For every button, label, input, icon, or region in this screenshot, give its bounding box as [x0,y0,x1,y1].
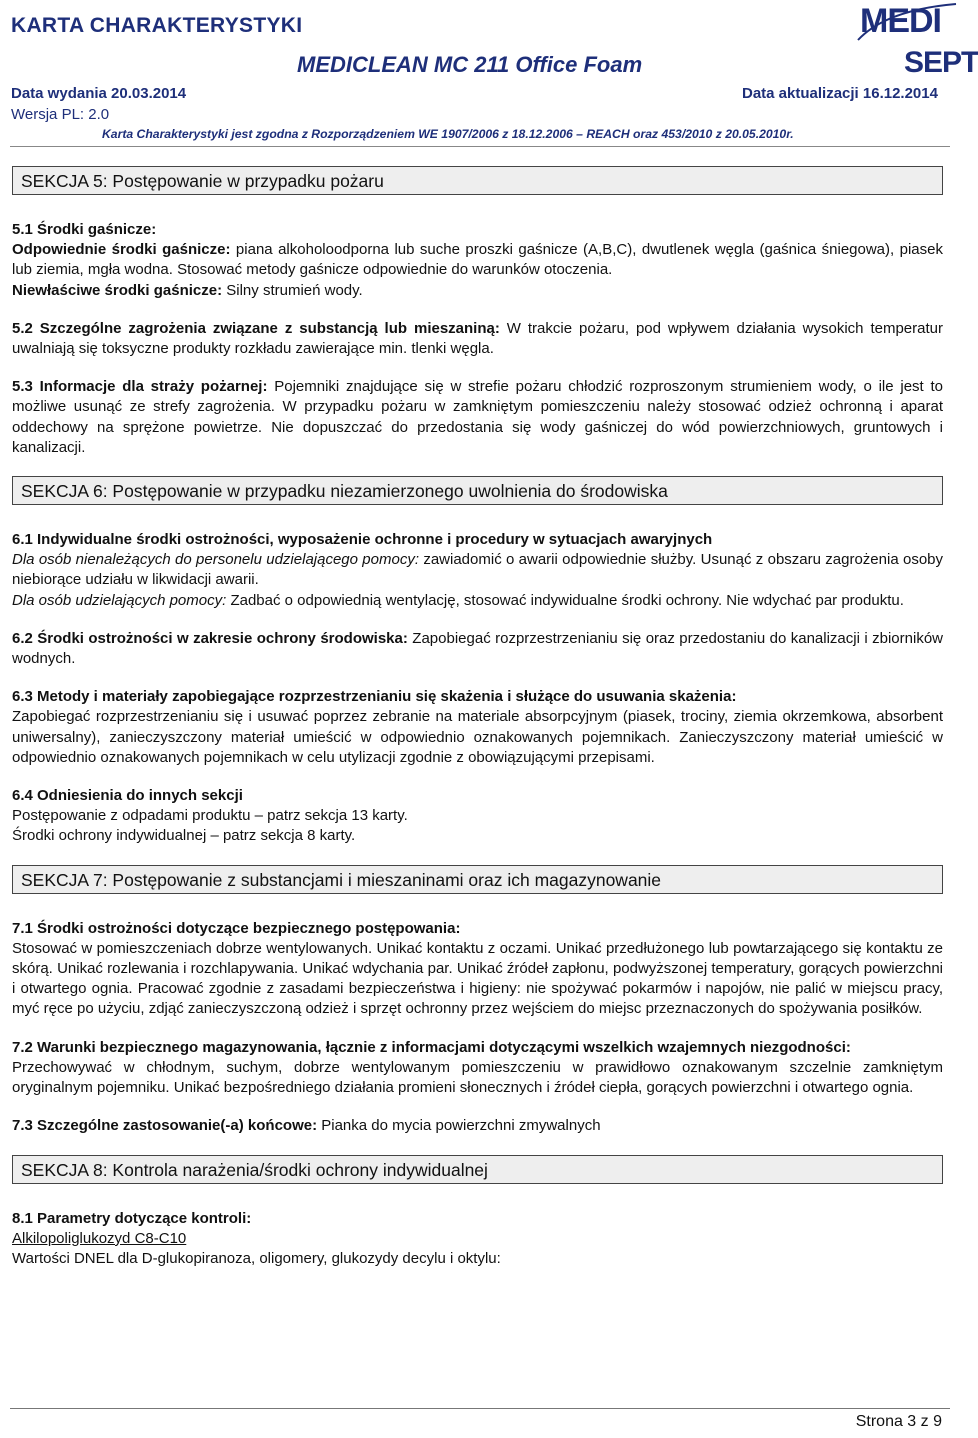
compliance-note: Karta Charakterystyki jest zgodna z Rozporządzeniem WE 1907/2006 z 18.12.2006 – REACH oraz 453/2010 z 20.05.2010r. [102,127,794,141]
subsection-7-1-heading: 7.1 Środki ostrożności dotyczące bezpiecznego postępowania: [12,919,461,937]
subsection-5-1-text: Odpowiednie środki gaśnicze: piana alkoholoodporna lub suche proszki gaśnicze (A,B,C), dwutlenek węgla (gaśnica śniegowa), piasek lub ziemia, mgła wodna. Stosować metody gaśnicze odpowiednie do warunków otoczenia. [12,241,943,279]
document-title: KARTA CHARAKTERYSTYKI [11,14,303,37]
section-6-title: SEKCJA 6: Postępowanie w przypadku niezamierzonego uwolnienia do środowiska [12,476,943,505]
header-divider [10,146,950,147]
subsection-6-1-emergency: Dla osób udzielających pomocy: Zadbać o odpowiednią wentylację, stosować indywidualne środki ochrony. Nie wdychać par produktu. [12,591,904,609]
dnel-values-label: Wartości DNEL dla D-glukopiranoza, oligomery, glukozydy decylu i oktylu: [12,1249,501,1267]
section-5-title: SEKCJA 5: Postępowanie w przypadku pożaru [12,166,943,195]
issue-date: Data wydania 20.03.2014 [11,85,187,102]
subsection-6-2: 6.2 Środki ostrożności w zakresie ochrony środowiska: Zapobiegać rozprzestrzenianiu się oraz przedostaniu do kanalizacji i zbiorników wodnych. [12,629,943,668]
subsection-6-4-waste: Postępowanie z odpadami produktu – patrz sekcja 13 karty. [12,807,408,825]
subsection-6-1-heading: 6.1 Indywidualne środki ostrożności, wyposażenie ochronne i procedury w sytuacjach awaryjnych [12,531,713,549]
subsection-6-3-heading: 6.3 Metody i materiały zapobiegające rozprzestrzenianiu się skażenia i służące do usuwania skażenia: [12,688,737,706]
unsuitable-media: Niewłaściwe środki gaśnicze: Silny strumień wody. [12,281,363,299]
page-number: Strona 3 z 9 [855,1413,942,1430]
logo-text-top: MEDI [860,2,941,40]
subsection-7-2-text: Przechowywać w chłodnym, suchym, dobrze wentylowanym pomieszczeniu w prawidłowo oznakowanym szczelnie zamkniętym oryginalnym pojemniku. Unikać bezpośredniego działania promieni słonecznych i źródeł ciepła, gorących powierzchni i otwartego ognia. [12,1058,943,1097]
update-date: Data aktualizacji 16.12.2014 [742,85,938,102]
version-label: Wersja PL: 2.0 [11,106,110,123]
subsection-7-1-text: Stosować w pomieszczeniach dobrze wentylowanych. Unikać kontaktu z oczami. Unikać przedłużonego lub powtarzającego się kontaktu ze skórą. Unikać rozlewania i rozchlapywania. Unikać wdychania par. Unikać źródeł zapłonu, podwyższonej temperatury, gorących powierzchni i otwartego ognia. Pracować zgodnie z zasadami bezpieczeństwa i higieny: nie spożywać pokarmów i napojów, nie palić w miejscu pracy, myć ręce po użyciu, zdjąć zanieczyszczoną odzież i sprzęt ochronny przez wejściem do miejsc przeznaczonych do spożywania posiłków. [12,939,943,1018]
subsection-6-4-heading: 6.4 Odniesienia do innych sekcji [12,787,243,805]
substance-name: Alkilopoliglukozyd C8-C10 [12,1229,187,1247]
subsection-6-1-non-emergency: Dla osób nienależących do personelu udzielającego pomocy: zawiadomić o awarii odpowiednie służby. Usunąć z obszaru zagrożenia osoby niebiorące udziału w likwidacji awarii. [12,551,944,589]
footer-divider [10,1408,950,1409]
subsection-6-3-text: Zapobiegać rozprzestrzenianiu się i usuwać poprzez zebranie na materiale absorpcyjnym (piasek, trociny, ziemia okrzemkowa, absorbent uniwersalny), zanieczyszczony materiał umieścić w odpowiednio oznakowanych pojemnikach. Zanieczyszczony materiał umieścić w odpowiednio oznakowanych pojemnikach w celu utylizacji zgodnie z obowiązującymi przepisami. [12,708,943,766]
section-7-title: SEKCJA 7: Postępowanie z substancjami i mieszaninami oraz ich magazynowanie [12,865,943,894]
subsection-8-1-heading: 8.1 Parametry dotyczące kontroli: [12,1209,252,1227]
logo-text-bottom: SEPT [904,46,978,79]
subsection-5-3: 5.3 Informacje dla straży pożarnej: Pojemniki znajdujące się w strefie pożaru chłodzić rozproszonym strumieniem wody, o ile jest to możliwe usunąć ze strefy zagrożenia. W przypadku pożaru w zamkniętym pomieszczeniu należy stosować odzież ochronną i aparat oddechowy na sprężone powietrze. Nie dopuszczać do przedostania się wody gaśniczej do wód powierzchniowych, gruntowych i kanalizacji. [12,378,943,456]
subsection-5-2: 5.2 Szczególne zagrożenia związane z substancją lub mieszaniną: W trakcie pożaru, pod wpływem działania wysokich temperatur uwalniają się toksyczne produkty rozkładu zawierające min. tlenki węgla. [12,319,943,358]
subsection-7-3: 7.3 Szczególne zastosowanie(-a) końcowe: Pianka do mycia powierzchni zmywalnych [12,1117,601,1135]
subsection-7-2-heading: 7.2 Warunki bezpiecznego magazynowania, łącznie z informacjami dotyczącymi wszelkich wzajemnych niezgodności: [12,1038,851,1056]
document-body [12,166,943,1269]
subsection-6-4-ppe: Środki ochrony indywidualnej – patrz sekcja 8 karty. [12,827,356,845]
section-8-title: SEKCJA 8: Kontrola narażenia/środki ochrony indywidualnej [12,1155,943,1184]
product-name: MEDICLEAN MC 211 Office Foam [297,52,643,77]
subsection-5-1-heading: 5.1 Środki gaśnicze: [12,221,157,238]
